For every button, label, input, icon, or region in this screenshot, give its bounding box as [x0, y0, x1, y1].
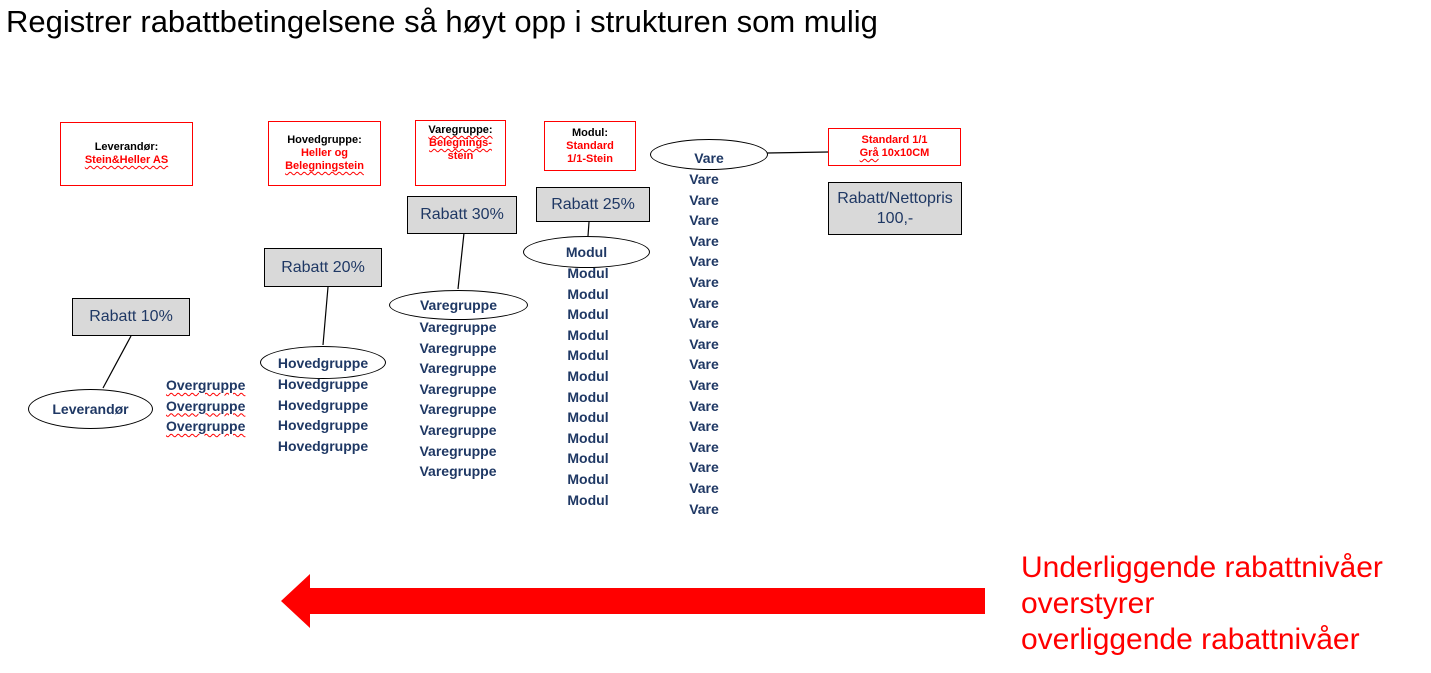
- discount-line: Rabatt/Nettopris: [837, 189, 953, 207]
- list-item: Overgruppe: [166, 418, 246, 435]
- list-item: Hovedgruppe: [277, 417, 369, 434]
- list-item: Hovedgruppe: [277, 376, 369, 392]
- list-item: Modul: [567, 470, 609, 487]
- list-overgruppe: [166, 375, 245, 437]
- discount-box-modul: Rabatt 25%: [536, 187, 650, 222]
- list-item: Modul: [567, 429, 609, 446]
- connector-line-modul: [588, 222, 589, 236]
- list-item: Varegruppe: [419, 380, 497, 397]
- list-item: Modul: [567, 367, 609, 384]
- list-item: Vare: [689, 171, 719, 187]
- list-item: Vare: [689, 315, 719, 332]
- header-value: Standard 1/1: [861, 134, 928, 146]
- header-label: Modul:: [571, 126, 609, 139]
- override-note: [1021, 550, 1383, 658]
- node-ellipse-leverandor: Leverandør: [28, 389, 153, 429]
- header-box-varegruppe: [415, 120, 506, 186]
- connector-line-vare: [767, 152, 828, 153]
- list-item: Vare: [689, 356, 719, 373]
- discount-box-leverandor: Rabatt 10%: [72, 298, 190, 336]
- list-item: Vare: [689, 191, 719, 208]
- list-item: Hovedgruppe: [277, 396, 369, 413]
- connector-line-leverandor: [103, 336, 131, 388]
- discount-box-varegruppe: Rabatt 30%: [407, 196, 517, 234]
- list-item: Vare: [689, 438, 719, 455]
- list-item: Vare: [689, 479, 719, 496]
- list-item: Varegruppe: [419, 442, 497, 459]
- header-value: 1/1-Stein: [567, 152, 613, 165]
- header-value: Stein&Heller AS: [84, 154, 169, 166]
- list-item: Vare: [689, 212, 719, 229]
- header-value: Standard: [566, 139, 614, 152]
- list-item: Varegruppe: [419, 339, 497, 356]
- override-note-line: Underliggende rabattnivåer: [1021, 551, 1383, 584]
- override-note-line: overliggende rabattnivåer: [1021, 623, 1360, 656]
- header-box-hovedgruppe: [268, 121, 381, 186]
- header-label: Varegruppe:: [428, 124, 493, 136]
- header-value-part: Grå: [859, 147, 879, 159]
- list-item: Modul: [567, 306, 609, 323]
- node-ellipse-vare: Vare: [650, 139, 768, 170]
- list-item: Vare: [689, 335, 719, 352]
- list-item: Modul: [567, 491, 609, 508]
- node-ellipse-modul: Modul: [523, 236, 650, 268]
- header-label: Hovedgruppe:: [287, 134, 362, 146]
- list-item: Vare: [689, 273, 719, 290]
- header-value: [829, 147, 960, 160]
- discount-box-vare: [828, 182, 962, 235]
- header-label: Leverandør:: [94, 141, 159, 153]
- header-box-leverandor: [60, 122, 193, 186]
- list-item: Vare: [689, 376, 719, 393]
- header-value: Belegningstein: [285, 160, 364, 172]
- list-modul: [553, 263, 623, 510]
- list-item: Vare: [689, 232, 719, 249]
- header-value: Belegnings-: [429, 137, 492, 149]
- list-item: Modul: [567, 347, 609, 364]
- list-item: Vare: [689, 397, 719, 414]
- list-item: Vare: [689, 500, 719, 517]
- header-box-modul: [544, 121, 636, 171]
- list-item: Vare: [689, 253, 719, 270]
- list-item: Varegruppe: [419, 421, 497, 438]
- list-hovedgruppe: [270, 374, 376, 456]
- list-item: Overgruppe: [166, 397, 246, 414]
- discount-line: 100,-: [876, 209, 914, 227]
- node-ellipse-hovedgruppe: Hovedgruppe: [260, 346, 386, 379]
- list-item: Varegruppe: [419, 401, 497, 418]
- discount-box-hovedgruppe: Rabatt 20%: [264, 248, 382, 287]
- page-title: Registrer rabattbetingelsene så høyt opp i strukturen som mulig: [6, 4, 878, 39]
- list-item: Modul: [567, 285, 609, 302]
- list-item: Vare: [689, 459, 719, 476]
- override-note-line: overstyrer: [1021, 587, 1155, 620]
- list-item: Varegruppe: [419, 360, 497, 377]
- connector-line-varegruppe: [458, 233, 464, 289]
- list-vare: [679, 169, 729, 519]
- list-item: Modul: [567, 450, 609, 467]
- node-ellipse-varegruppe: Varegruppe: [389, 290, 528, 320]
- list-item: Modul: [567, 388, 609, 405]
- list-item: Varegruppe: [419, 319, 497, 335]
- list-item: Modul: [567, 265, 609, 281]
- list-item: Varegruppe: [419, 463, 497, 480]
- arrow-left-icon: [281, 574, 985, 628]
- list-item: Vare: [689, 294, 719, 311]
- header-value-part: 10x10CM: [878, 147, 930, 159]
- header-value: Heller og: [300, 147, 349, 159]
- list-item: Modul: [567, 326, 609, 343]
- header-box-vare: [828, 128, 961, 166]
- list-item: Vare: [689, 418, 719, 435]
- header-value: stein: [447, 150, 474, 162]
- list-item: Hovedgruppe: [277, 437, 369, 454]
- list-varegruppe: [408, 317, 508, 482]
- list-item: Modul: [567, 409, 609, 426]
- list-item: Overgruppe: [166, 377, 246, 393]
- connector-line-hovedgruppe: [323, 287, 328, 345]
